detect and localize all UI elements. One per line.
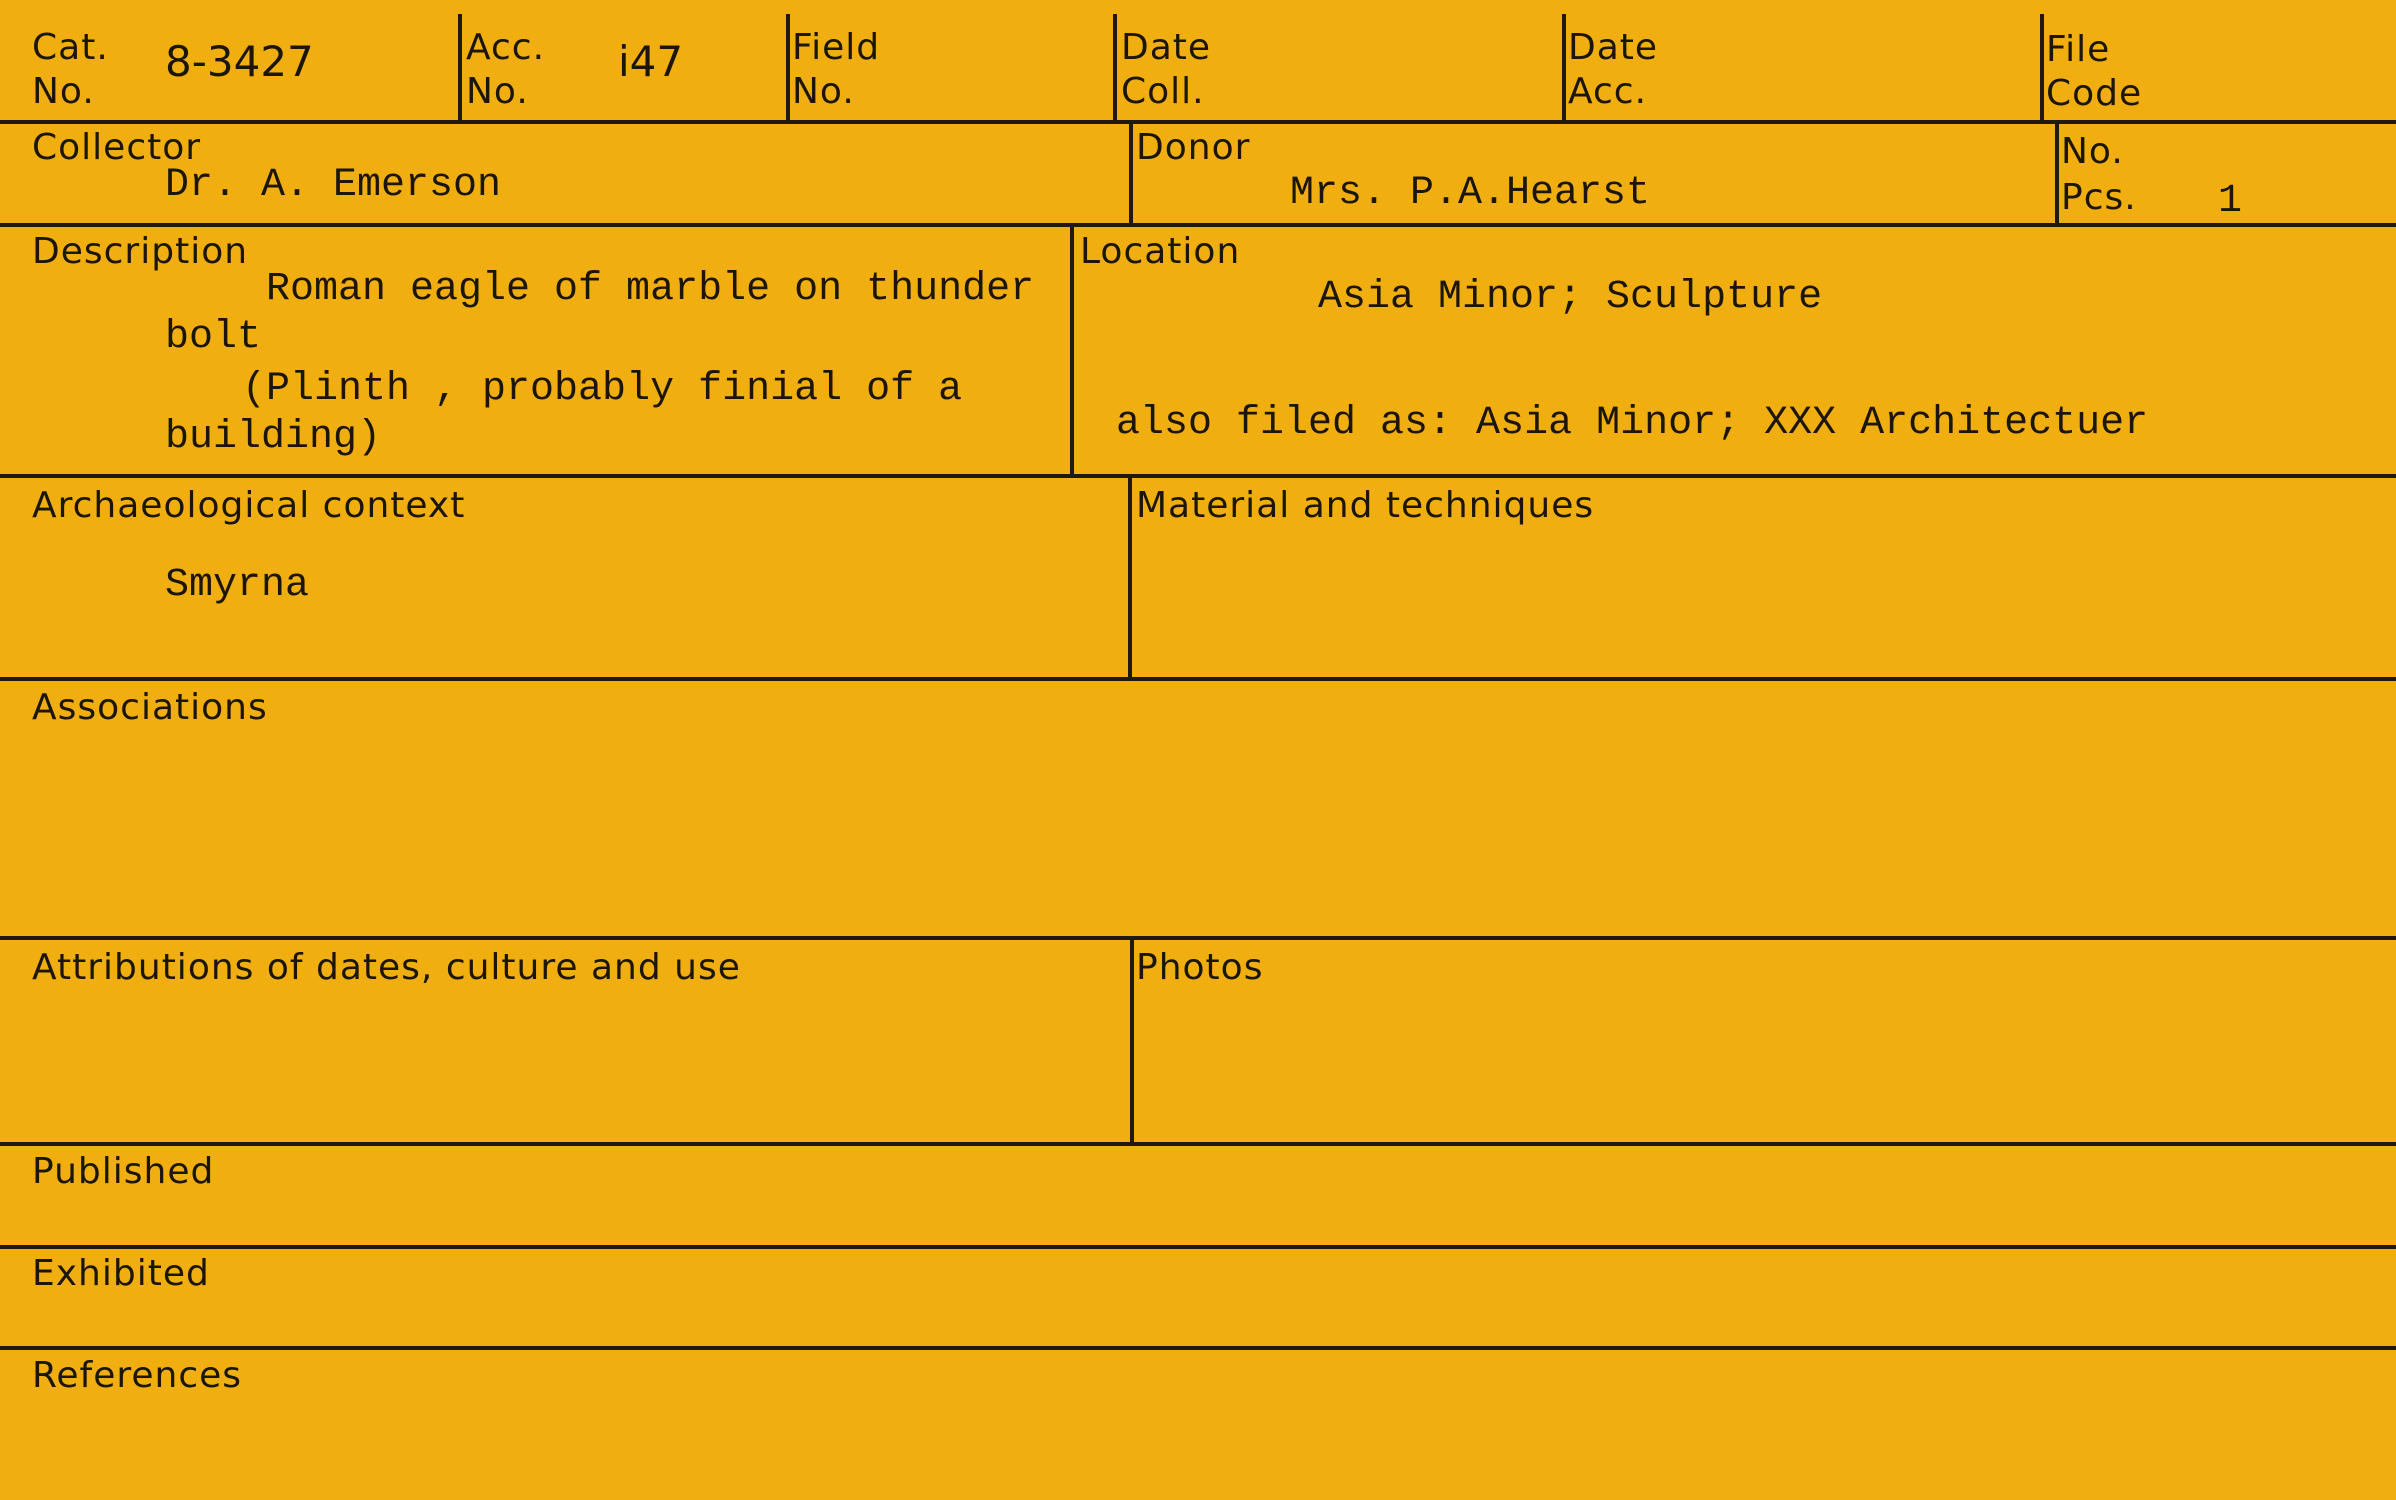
cat-no-value: 8-3427 [165, 37, 314, 86]
rule-v-acc [786, 14, 790, 120]
acc-no-label-2: No. [466, 71, 529, 112]
no-pcs-value: 1 [2218, 179, 2243, 224]
location-label: Location [1080, 231, 1241, 272]
date-acc-label-2: Acc. [1568, 71, 1648, 112]
date-coll-label-2: Coll. [1121, 71, 1205, 112]
location-value: Asia Minor; Sculpture [1318, 275, 1823, 320]
no-pcs-label-1: No. [2061, 131, 2124, 172]
exhibited-label: Exhibited [32, 1253, 210, 1294]
archaeological-context-value: Smyrna [165, 563, 310, 608]
archaeological-context-label: Archaeological context [32, 485, 466, 526]
rule-exhibited [0, 1346, 2396, 1350]
donor-value: Mrs. P.A.Hearst [1290, 171, 1651, 216]
date-acc-label-1: Date [1568, 27, 1659, 68]
published-label: Published [32, 1151, 215, 1192]
description-line-3: (Plinth , probably finial of a [242, 367, 963, 412]
collector-label: Collector [32, 127, 202, 168]
rule-v-cat [458, 14, 462, 120]
date-coll-label-1: Date [1121, 27, 1212, 68]
rule-v-location [1070, 223, 1074, 474]
description-line-1: Roman eagle of marble on thunder [266, 267, 1035, 312]
references-label: References [32, 1355, 243, 1396]
rule-v-datecoll [1562, 14, 1566, 120]
rule-v-field [1113, 14, 1117, 120]
location-also-filed: also filed as: Asia Minor; XXX Architectuer [1116, 401, 2149, 446]
rule-context [0, 677, 2396, 681]
photos-label: Photos [1136, 947, 1264, 988]
cat-no-label-1: Cat. [32, 27, 109, 68]
rule-v-material [1128, 474, 1132, 677]
no-pcs-label-2: Pcs. [2061, 177, 2137, 218]
file-code-label-1: File [2046, 29, 2111, 70]
acc-no-label-1: Acc. [466, 27, 546, 68]
rule-v-pcs [2055, 120, 2059, 223]
rule-attributions [0, 1142, 2396, 1146]
acc-no-value: i47 [618, 37, 684, 86]
rule-published [0, 1245, 2396, 1249]
rule-collector [0, 223, 2396, 227]
associations-label: Associations [32, 687, 268, 728]
rule-description [0, 474, 2396, 478]
collector-value: Dr. A. Emerson [165, 163, 502, 208]
rule-v-donor [1129, 120, 1133, 223]
material-techniques-label: Material and techniques [1136, 485, 1595, 526]
field-no-label-2: No. [792, 71, 855, 112]
rule-associations [0, 936, 2396, 940]
donor-label: Donor [1136, 127, 1251, 168]
cat-no-label-2: No. [32, 71, 95, 112]
rule-v-dateacc [2040, 14, 2044, 120]
file-code-label-2: Code [2046, 73, 2143, 114]
rule-v-photos [1130, 936, 1134, 1142]
field-no-label-1: Field [792, 27, 881, 68]
description-label: Description [32, 231, 249, 272]
attributions-label: Attributions of dates, culture and use [32, 947, 741, 988]
rule-header [0, 120, 2396, 124]
description-line-2: bolt [165, 315, 262, 360]
description-line-4: building) [165, 415, 382, 460]
